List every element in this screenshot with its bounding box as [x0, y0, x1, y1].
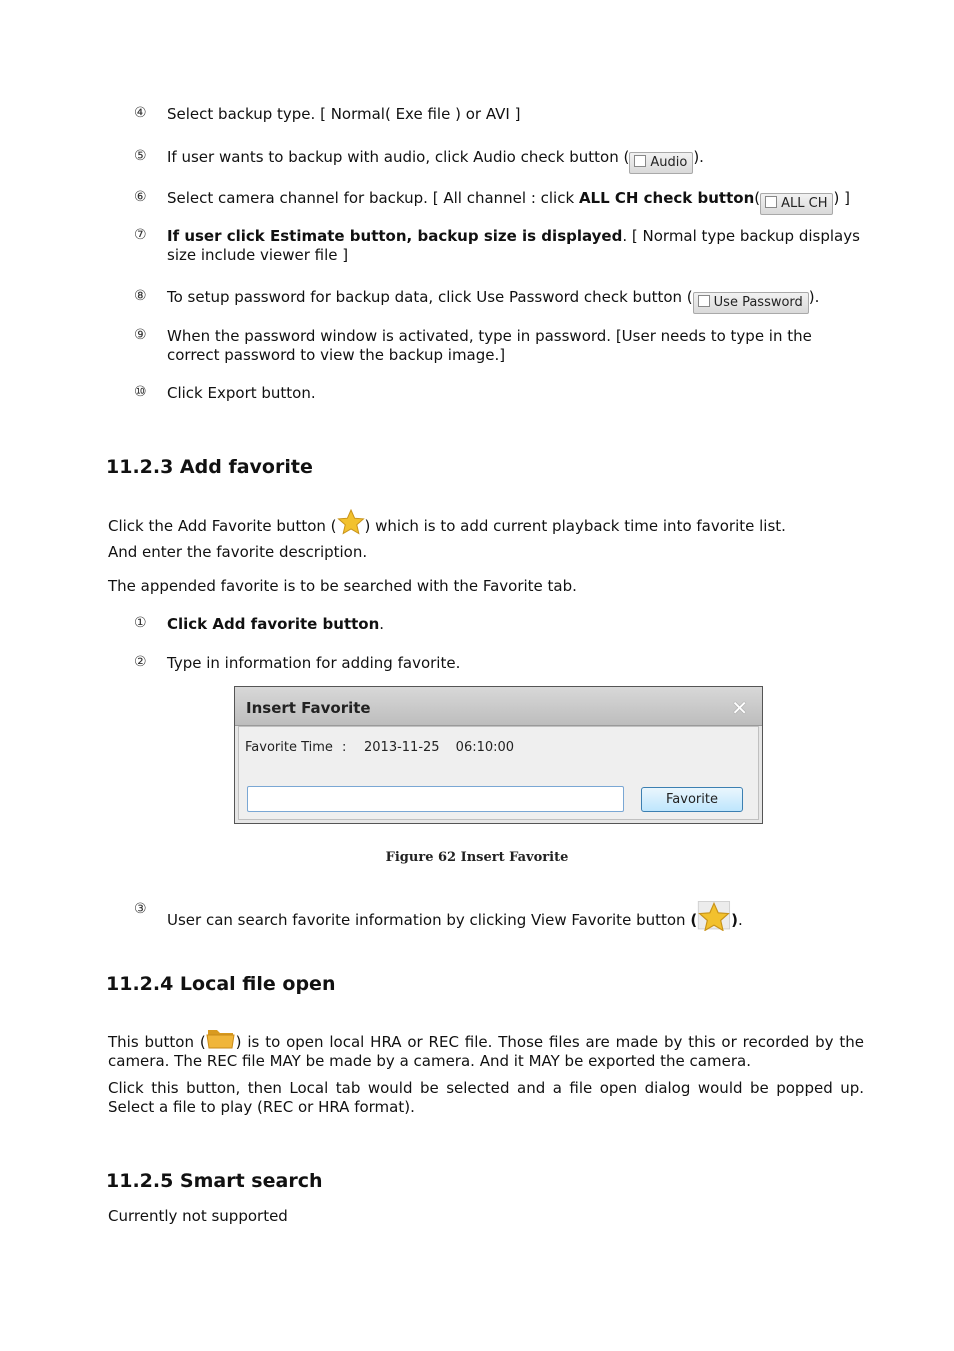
- step-text: User can search favorite information by clicking View Favorite button ( ).: [167, 901, 862, 931]
- insert-favorite-dialog: [234, 686, 763, 824]
- step-number: ④: [134, 105, 147, 121]
- step-text: If user click Estimate button, backup size is displayed. [ Normal type backup displays size include viewer file ]: [167, 227, 860, 264]
- step-number: ③: [134, 901, 147, 917]
- step-number: ②: [134, 654, 147, 670]
- favorite-button[interactable]: Favorite: [641, 787, 743, 812]
- section-heading-local-file-open: 11.2.4 Local file open: [106, 973, 336, 995]
- paragraph: And enter the favorite description.: [108, 543, 368, 561]
- star-icon: [697, 901, 731, 931]
- close-icon[interactable]: ✕: [731, 696, 748, 720]
- step-text: If user wants to backup with audio, click Audio check button ( Audio ).: [167, 148, 862, 174]
- step-number: ⑦: [134, 227, 147, 243]
- step-text: Click Export button.: [167, 384, 316, 402]
- paragraph: The appended favorite is to be searched with the Favorite tab.: [108, 577, 577, 595]
- step-number: ⑧: [134, 288, 147, 304]
- paragraph: Click this button, then Local tab would be selected and a file open dialog would be popped up. Select a file to play (REC or HRA format).: [108, 1079, 864, 1116]
- step-number: ①: [134, 615, 147, 631]
- step-number: ⑩: [134, 384, 147, 400]
- dialog-title-bar: [235, 687, 762, 726]
- dialog-title: Insert Favorite: [246, 699, 371, 717]
- folder-icon: [206, 1026, 236, 1050]
- all-ch-checkbox-image: ALL CH: [760, 193, 833, 215]
- step-text: Select backup type. [ Normal( Exe file ) or AVI ]: [167, 105, 521, 123]
- paragraph: Click the Add Favorite button ( ) which is to add current playback time into favorite list.: [108, 509, 864, 536]
- star-icon: [337, 509, 365, 535]
- favorite-time-value: 2013-11-25 06:10:00: [364, 740, 515, 755]
- paragraph: Currently not supported: [108, 1207, 288, 1225]
- section-heading-smart-search: 11.2.5 Smart search: [106, 1170, 323, 1192]
- step-text: To setup password for backup data, click Use Password check button ( Use Password ).: [167, 288, 862, 314]
- step-text: Type in information for adding favorite.: [167, 654, 461, 672]
- section-heading-add-favorite: 11.2.3 Add favorite: [106, 456, 313, 478]
- paragraph: This button ( ) is to open local HRA or REC file. Those files are made by this or recorded by the camera. The REC file MAY be made by a camera. And it MAY be exported the camera.: [108, 1026, 864, 1071]
- step-number: ⑤: [134, 148, 147, 164]
- step-text: Select camera channel for backup. [ All channel : click ALL CH check button( ALL CH ) ]: [167, 189, 862, 215]
- label-colon: :: [342, 740, 347, 755]
- step-number: ⑨: [134, 327, 147, 343]
- audio-checkbox-image: Audio: [629, 152, 693, 174]
- figure-caption: Figure 62 Insert Favorite: [385, 850, 569, 865]
- favorite-time-label: Favorite Time: [245, 740, 333, 755]
- step-number: ⑥: [134, 189, 147, 205]
- dialog-body: [238, 726, 759, 820]
- step-text: Click Add favorite button.: [167, 615, 385, 633]
- favorite-description-input[interactable]: [247, 786, 624, 812]
- use-password-checkbox-image: Use Password: [693, 292, 809, 314]
- step-text: When the password window is activated, type in password. [User needs to type in the correct password to view the backup image.]: [167, 327, 812, 364]
